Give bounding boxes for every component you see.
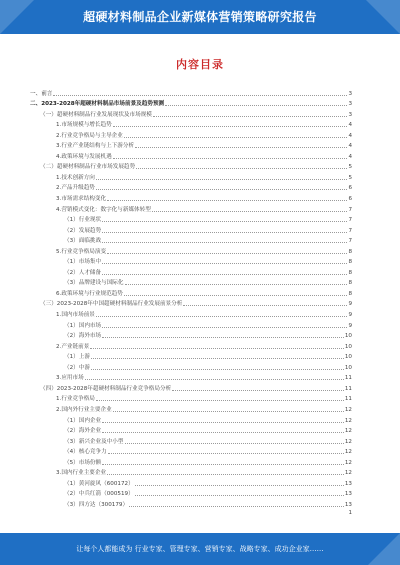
- dot-leader: [107, 200, 347, 201]
- toc-entry-page: 7: [348, 238, 352, 245]
- toc-entry[interactable]: [30, 191, 352, 202]
- dot-leader: [96, 400, 344, 401]
- toc-entry[interactable]: [30, 118, 352, 129]
- dot-leader: [135, 147, 347, 148]
- toc-entry-page: 10: [344, 343, 352, 350]
- toc-entry[interactable]: [30, 286, 352, 297]
- toc-entry-text: （5）市场份额: [64, 459, 102, 466]
- toc-entry-page: 8: [348, 248, 352, 255]
- toc-entry[interactable]: [30, 434, 352, 445]
- dot-leader: [91, 358, 344, 359]
- toc-entry[interactable]: [30, 181, 352, 192]
- dot-leader: [136, 168, 347, 169]
- toc-title: 内容目录: [176, 58, 224, 71]
- toc-entry-page: 7: [348, 227, 352, 234]
- page-number: 1: [348, 509, 352, 516]
- toc-entry-page: 4: [348, 132, 352, 139]
- toc-entry[interactable]: [30, 244, 352, 255]
- toc-entry[interactable]: [30, 371, 352, 382]
- dot-leader: [124, 137, 348, 138]
- dot-leader: [125, 284, 348, 285]
- toc-entry-page: 10: [344, 333, 352, 340]
- toc-entry-page: 6: [348, 196, 352, 203]
- toc-entry[interactable]: [30, 360, 352, 371]
- dot-leader: [102, 422, 344, 423]
- dot-leader: [102, 464, 344, 465]
- toc-entry-text: 3.国内行业主要企业: [56, 470, 107, 477]
- toc-entry-text: （1）黄河旋风（600172）: [64, 480, 134, 487]
- toc-entry-page: 13: [344, 491, 352, 498]
- toc-entry-text: （3）新兴企业及中小型: [64, 438, 124, 445]
- toc-entry-page: 9: [348, 312, 352, 319]
- toc-entry[interactable]: [30, 297, 352, 308]
- toc-entry[interactable]: [30, 339, 352, 350]
- toc-entry-page: 8: [348, 259, 352, 266]
- toc-entry-page: 9: [348, 322, 352, 329]
- toc-entry-page: 12: [344, 470, 352, 477]
- toc-entry-text: 2.产业链前景: [56, 343, 90, 350]
- toc-entry[interactable]: [30, 413, 352, 424]
- header-banner: [0, 0, 400, 34]
- toc-entry-text: （二）超硬材料制品行业市场发展趋势: [40, 164, 136, 171]
- toc-entry[interactable]: [30, 160, 352, 171]
- dot-leader: [135, 495, 344, 496]
- toc-entry[interactable]: [30, 392, 352, 403]
- toc-entry-text: （2）人才储备: [64, 269, 102, 276]
- toc-entry-page: 7: [348, 206, 352, 213]
- toc-entry[interactable]: [30, 128, 352, 139]
- toc-entry-text: （1）国内市场: [64, 322, 102, 329]
- dot-leader: [107, 253, 347, 254]
- toc-entry-text: （2）中游: [64, 364, 90, 371]
- toc-entry-page: 12: [344, 417, 352, 424]
- toc-entry[interactable]: [30, 86, 352, 97]
- toc-entry-page: 6: [348, 185, 352, 192]
- toc-entry-page: 12: [344, 449, 352, 456]
- toc-entry-page: 8: [348, 290, 352, 297]
- dot-leader: [107, 474, 344, 475]
- dot-leader: [96, 316, 348, 317]
- table-of-contents: [30, 86, 352, 516]
- dot-leader: [129, 506, 344, 507]
- toc-entry-page: 11: [344, 396, 352, 403]
- footer-banner: [0, 533, 400, 565]
- toc-entry[interactable]: [30, 139, 352, 150]
- toc-entry-text: （3）四方达（300179）: [64, 501, 129, 508]
- toc-entry-page: 4: [348, 153, 352, 160]
- toc-entry-text: 一、前言: [30, 90, 53, 97]
- dot-leader: [102, 242, 347, 243]
- toc-entry-text: （3）面临挑战: [64, 238, 102, 245]
- toc-entry-text: 5.行业竞争格局演变: [56, 248, 107, 255]
- toc-entry-text: 二、2023-2028年超硬材料制品市场前景及趋势预测: [30, 101, 165, 108]
- toc-entry-text: （3）品牌建设与国际化: [64, 280, 124, 287]
- toc-entry-page: 12: [344, 459, 352, 466]
- toc-entry-page: 3: [348, 101, 352, 108]
- dot-leader: [102, 432, 344, 433]
- dot-leader: [96, 179, 348, 180]
- footer-slogan: 让每个人都能成为 行业专家、管理专家、营销专家、战略专家、成功企业家……: [76, 545, 324, 553]
- toc-entry-page: 3: [348, 111, 352, 118]
- toc-entry-text: （1）市场集中: [64, 259, 102, 266]
- dot-leader: [85, 379, 344, 380]
- dot-leader: [90, 348, 344, 349]
- toc-entry[interactable]: [30, 318, 352, 329]
- toc-entry-page: 10: [344, 364, 352, 371]
- dot-leader: [183, 305, 347, 306]
- toc-entry-page: 13: [344, 501, 352, 508]
- toc-entry[interactable]: [30, 402, 352, 413]
- toc-entry-text: 4.政策环境与发展机遇: [56, 153, 112, 160]
- toc-entry-text: （2）发展趋势: [64, 227, 102, 234]
- dot-leader: [108, 453, 344, 454]
- toc-entry-page: 12: [344, 406, 352, 413]
- dot-leader: [96, 189, 348, 190]
- toc-entry-page: 12: [344, 438, 352, 445]
- dot-leader: [91, 369, 344, 370]
- toc-entry-text: （2）海外市场: [64, 333, 102, 340]
- dot-leader: [102, 232, 347, 233]
- toc-entry-page: 11: [344, 375, 352, 382]
- toc-entry[interactable]: [30, 466, 352, 477]
- toc-entry-text: （1）国内企业: [64, 417, 102, 424]
- toc-entry[interactable]: [30, 307, 352, 318]
- toc-entry[interactable]: [30, 170, 352, 181]
- toc-entry[interactable]: [30, 223, 352, 234]
- toc-entry[interactable]: [30, 350, 352, 361]
- toc-entry-page: 3: [348, 90, 352, 97]
- toc-entry-text: 1.技术创新方向: [56, 174, 95, 181]
- toc-entry-page: 12: [344, 428, 352, 435]
- toc-entry-page: 11: [344, 385, 352, 392]
- toc-entry-text: 1.行业竞争格局: [56, 396, 95, 403]
- toc-entry-page: 9: [348, 301, 352, 308]
- toc-entry-text: （4）核心竞争力: [64, 449, 107, 456]
- toc-entry[interactable]: [30, 213, 352, 224]
- toc-entry-text: （三）2023-2028年中国超硬材料制品行业发展前景分析: [40, 301, 183, 308]
- toc-entry-page: 5: [348, 174, 352, 181]
- dot-leader: [152, 211, 348, 212]
- toc-entry[interactable]: [30, 265, 352, 276]
- toc-entry[interactable]: [30, 107, 352, 118]
- dot-leader: [102, 327, 347, 328]
- toc-entry-text: 4.营销模式变化：数字化与新媒体转型: [56, 206, 151, 213]
- toc-entry-page: 8: [348, 280, 352, 287]
- toc-entry-text: 6.政策环境与行业规范趋势: [56, 290, 123, 297]
- toc-entry[interactable]: [30, 497, 352, 508]
- dot-leader: [53, 95, 347, 96]
- toc-entry[interactable]: [30, 202, 352, 213]
- toc-entry-text: （2）中兵红箭（000519）: [64, 491, 134, 498]
- toc-entry[interactable]: [30, 424, 352, 435]
- toc-entry[interactable]: [30, 381, 352, 392]
- toc-entry-page: 10: [344, 354, 352, 361]
- toc-entry-text: 1.市场规模与增长趋势: [56, 122, 112, 129]
- toc-entry-page: 5: [348, 164, 352, 171]
- toc-entry[interactable]: [30, 487, 352, 498]
- dot-leader: [165, 105, 347, 106]
- toc-entry-page: 4: [348, 143, 352, 150]
- dot-leader: [135, 485, 344, 486]
- dot-leader: [172, 390, 344, 391]
- toc-entry-page: 4: [348, 122, 352, 129]
- toc-entry-text: （1）行业现状: [64, 217, 102, 224]
- toc-entry-page: 13: [344, 480, 352, 487]
- dot-leader: [125, 443, 344, 444]
- toc-entry-text: （四）2023-2028年超硬材料制品行业竞争格局分析: [40, 385, 172, 392]
- toc-entry-page: 8: [348, 269, 352, 276]
- toc-entry[interactable]: [30, 455, 352, 466]
- toc-entry-text: 2.产品升级趋势: [56, 185, 95, 192]
- toc-entry-text: 3.市场需求结构变化: [56, 196, 107, 203]
- dot-leader: [102, 274, 347, 275]
- toc-entry-text: 2.国内外行业主要企业: [56, 406, 112, 413]
- dot-leader: [113, 126, 348, 127]
- toc-entry-page: 7: [348, 217, 352, 224]
- toc-entry[interactable]: [30, 329, 352, 340]
- toc-entry[interactable]: [30, 445, 352, 456]
- dot-leader: [153, 116, 348, 117]
- dot-leader: [102, 337, 344, 338]
- dot-leader: [102, 263, 347, 264]
- toc-entry[interactable]: [30, 149, 352, 160]
- toc-entry-text: 1.国内市场前景: [56, 312, 95, 319]
- dot-leader: [124, 295, 348, 296]
- toc-entry[interactable]: [30, 255, 352, 266]
- toc-entry[interactable]: [30, 276, 352, 287]
- report-title: 超硬材料制品企业新媒体营销策略研究报告: [83, 10, 317, 24]
- dot-leader: [113, 158, 348, 159]
- toc-entry[interactable]: [30, 476, 352, 487]
- toc-entry[interactable]: [30, 234, 352, 245]
- toc-entry-text: 3.行业产业链结构与上下游分析: [56, 143, 135, 150]
- toc-entry-text: （2）海外企业: [64, 428, 102, 435]
- toc-entry-text: （1）上游: [64, 354, 90, 361]
- dot-leader: [113, 411, 344, 412]
- toc-entry[interactable]: [30, 97, 352, 108]
- toc-entry-text: 2.行业竞争格局与主导企业: [56, 132, 123, 139]
- toc-entry-text: 3.应用市场: [56, 375, 84, 382]
- toc-entry-text: （一）超硬材料制品行业发展现状及市场规模: [40, 111, 152, 118]
- dot-leader: [102, 221, 347, 222]
